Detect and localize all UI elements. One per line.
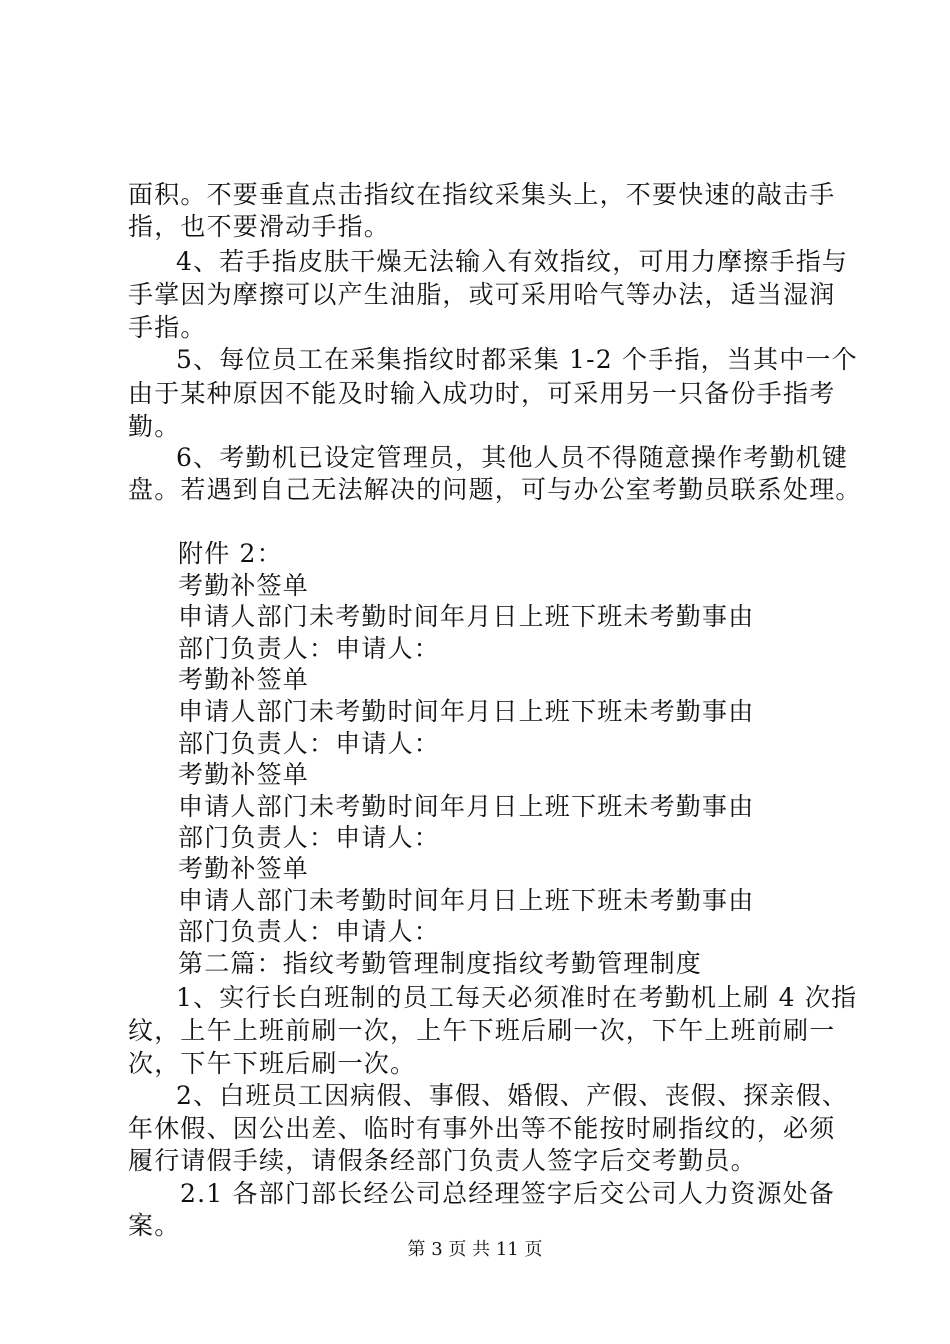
paragraph-line: 案。 — [128, 1211, 181, 1240]
paragraph-line: 4、若手指皮肤干燥无法输入有效指纹，可用力摩擦手指与 — [176, 247, 849, 276]
paragraph-line: 6、考勤机已设定管理员，其他人员不得随意操作考勤机键 — [176, 443, 849, 472]
form-fields-line: 申请人部门未考勤时间年月日上班下班未考勤事由 — [178, 697, 755, 726]
form-signature-line: 部门负责人：申请人： — [178, 634, 441, 663]
form-fields-line: 申请人部门未考勤时间年月日上班下班未考勤事由 — [178, 886, 755, 915]
form-fields-line: 申请人部门未考勤时间年月日上班下班未考勤事由 — [178, 602, 755, 631]
form-fields-line: 申请人部门未考勤时间年月日上班下班未考勤事由 — [178, 792, 755, 821]
paragraph-line: 盘。若遇到自己无法解决的问题，可与办公室考勤员联系处理。 — [128, 475, 862, 504]
form-title: 考勤补签单 — [178, 760, 310, 789]
paragraph-line: 履行请假手续，请假条经部门负责人签字后交考勤员。 — [128, 1146, 757, 1175]
paragraph-line: 次，下午下班后刷一次。 — [128, 1049, 417, 1078]
paragraph-line: 2.1 各部门部长经公司总经理签字后交公司人力资源处备 — [180, 1179, 836, 1208]
paragraph-line: 年休假、因公出差、临时有事外出等不能按时刷指纹的，必须 — [128, 1114, 836, 1143]
paragraph-line: 5、每位员工在采集指纹时都采集 1-2 个手指，当其中一个 — [176, 345, 858, 374]
form-signature-line: 部门负责人：申请人： — [178, 729, 441, 758]
form-title: 考勤补签单 — [178, 665, 310, 694]
form-title: 考勤补签单 — [178, 854, 310, 883]
paragraph-line: 指，也不要滑动手指。 — [128, 212, 391, 241]
paragraph-line: 勤。 — [128, 412, 181, 441]
paragraph-line: 手掌因为摩擦可以产生油脂，或可采用哈气等办法，适当湿润 — [128, 280, 836, 309]
form-signature-line: 部门负责人：申请人： — [178, 823, 441, 852]
paragraph-line: 2、白班员工因病假、事假、婚假、产假、丧假、探亲假、 — [176, 1081, 849, 1110]
section-heading: 第二篇：指纹考勤管理制度指纹考勤管理制度 — [178, 949, 703, 978]
paragraph-line: 1、实行长白班制的员工每天必须准时在考勤机上刷 4 次指 — [176, 983, 858, 1012]
paragraph-line: 手指。 — [128, 313, 207, 342]
paragraph-line: 由于某种原因不能及时输入成功时，可采用另一只备份手指考 — [128, 379, 836, 408]
paragraph-line: 面积。不要垂直点击指纹在指纹采集头上，不要快速的敲击手 — [128, 180, 836, 209]
paragraph-line: 纹，上午上班前刷一次，上午下班后刷一次，下午上班前刷一 — [128, 1016, 836, 1045]
form-title: 考勤补签单 — [178, 571, 310, 600]
attachment-heading: 附件 2： — [178, 539, 283, 568]
form-signature-line: 部门负责人：申请人： — [178, 917, 441, 946]
page-footer: 第 3 页 共 11 页 — [407, 1239, 543, 1260]
